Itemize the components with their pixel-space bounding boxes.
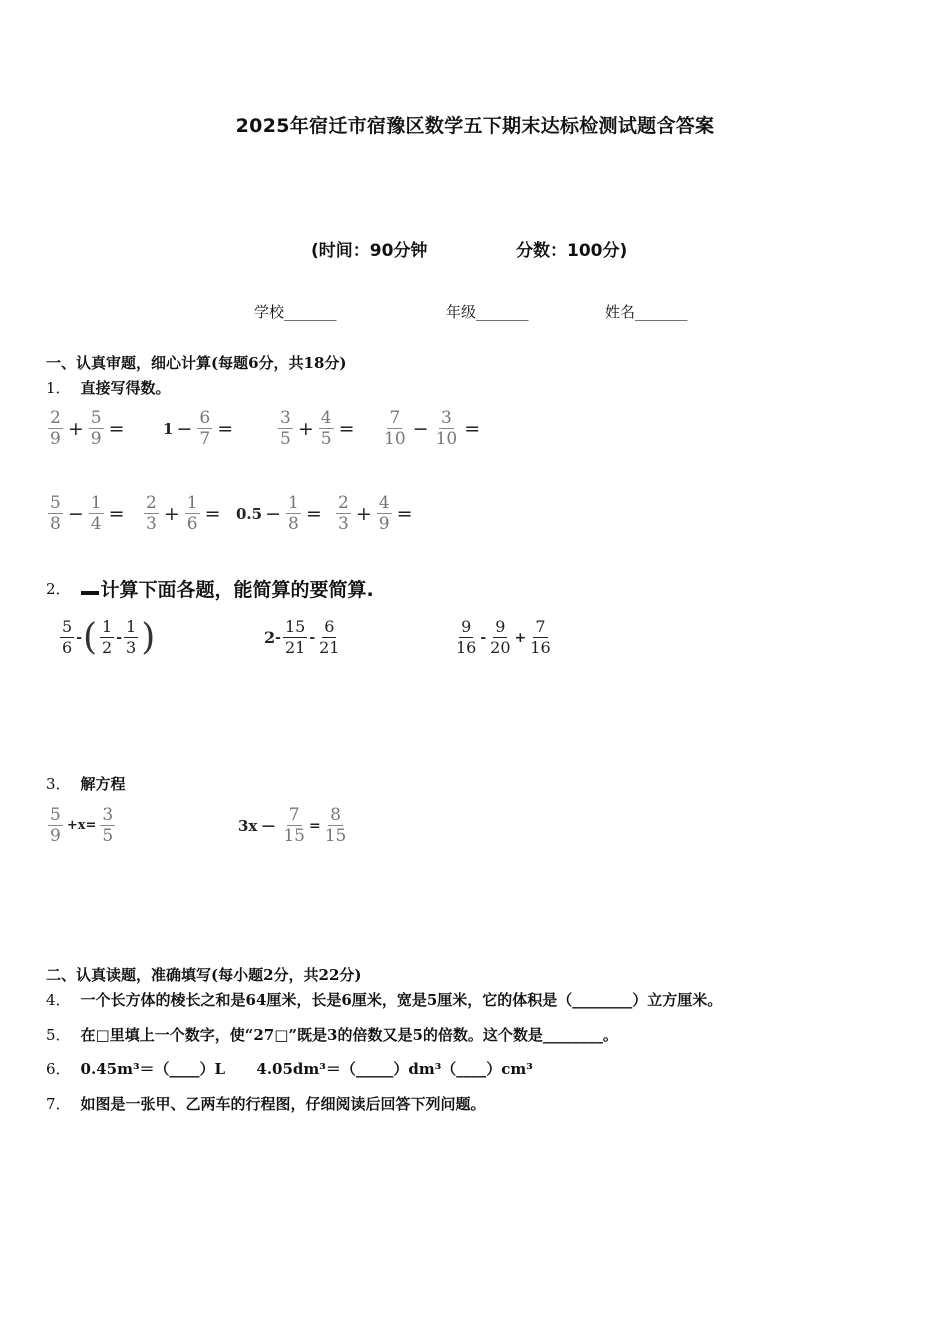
question-1 [46, 377, 171, 398]
fraction: $\frac{7}{16}$ [530, 617, 551, 657]
fraction: $\frac{4}{9}$ [378, 493, 390, 534]
question-2 [46, 575, 374, 602]
q1-expression: $\frac{3}{5}$ + $\frac{4}{5}$ = [280, 408, 355, 449]
fraction: $\frac{1}{2}$ [102, 617, 113, 657]
school-field: 学校_______ [254, 303, 337, 321]
section-2-heading: 二、认真读题，准确填写(每小题2分，共22分) [46, 966, 362, 984]
fraction: $\frac{5}{8}$ [50, 493, 61, 534]
total-score: 分数：100分) [516, 241, 628, 261]
fraction: $\frac{2}{3}$ [146, 493, 157, 534]
question-number: 2． [46, 580, 71, 598]
left-parenthesis: ( [83, 616, 98, 658]
section-1-heading: 一、认真审题，细心计算(每题6分，共18分) [46, 354, 347, 372]
document-title: 2025年宿迁市宿豫区数学五下期末达标检测试题含答案 [235, 115, 715, 137]
question-text: 计算下面各题，能简算的要简算. [100, 579, 374, 601]
question-number: 1． [46, 379, 71, 397]
fraction: $\frac{6}{7}$ [199, 408, 211, 449]
input-marker-icon [81, 583, 99, 595]
question-number: 5． [46, 1026, 71, 1044]
question-number: 4． [46, 991, 71, 1009]
q1-expression: $\frac{2}{9}$ + $\frac{5}{9}$ = [50, 408, 125, 449]
fraction: $\frac{8}{15}$ [324, 805, 347, 846]
q2-expression: $\frac{5}{6}$ - ( $\frac{1}{2}$ - $\frac{1}{3}$ ) [62, 616, 156, 658]
fraction: $\frac{1}{3}$ [126, 617, 137, 657]
q1-expression: $\frac{5}{8}$ − $\frac{1}{4}$ = [50, 493, 125, 534]
name-field: 姓名_______ [605, 303, 688, 321]
q2-expression: $\frac{9}{16}$ - $\frac{9}{20}$ + $\frac{7}{16}$ [456, 617, 551, 657]
fraction: $\frac{2}{3}$ [338, 493, 349, 534]
fraction: $\frac{9}{16}$ [456, 617, 477, 657]
fraction: $\frac{3}{5}$ [280, 408, 291, 449]
q1-expression: $\frac{2}{3}$ + $\frac{4}{9}$ = [338, 493, 413, 534]
fraction: $\frac{1}{4}$ [90, 493, 102, 534]
question-4 [46, 989, 722, 1010]
fraction: $\frac{4}{5}$ [320, 408, 332, 449]
fraction: $\frac{5}{6}$ [62, 617, 73, 657]
q1-expression: $\frac{2}{3}$ + $\frac{1}{6}$ = [146, 493, 221, 534]
fraction: $\frac{3}{5}$ [102, 805, 114, 846]
q1-expression: 1 − $\frac{6}{7}$ = [163, 408, 234, 449]
question-7 [46, 1093, 486, 1114]
question-text: 解方程 [80, 775, 126, 793]
question-3 [46, 773, 126, 794]
fraction: $\frac{7}{10}$ [384, 408, 406, 449]
question-text: 一个长方体的棱长之和是64厘米，长是6厘米，宽是5厘米，它的体积是（________）立方厘米。 [80, 991, 723, 1009]
fraction: $\frac{3}{10}$ [435, 408, 458, 449]
time-limit: (时间：90分钟 [311, 241, 428, 261]
grade-field: 年级_______ [446, 303, 529, 321]
question-number: 6． [46, 1060, 71, 1078]
q1-expression: 0.5 − $\frac{1}{8}$ = [236, 493, 322, 534]
fraction: $\frac{9}{20}$ [490, 617, 511, 657]
q3-equation: $\frac{5}{9}$ +x= $\frac{3}{5}$ [50, 805, 114, 846]
question-number: 3． [46, 775, 71, 793]
q1-expression: $\frac{7}{10}$ − $\frac{3}{10}$ = [384, 408, 481, 449]
fraction: $\frac{15}{21}$ [284, 617, 306, 657]
fraction: $\frac{1}{6}$ [186, 493, 198, 534]
question-text: 如图是一张甲、乙两车的行程图，仔细阅读后回答下列问题。 [80, 1095, 486, 1113]
question-5 [46, 1024, 618, 1045]
right-parenthesis: ) [141, 616, 156, 658]
fraction: $\frac{2}{9}$ [50, 408, 61, 449]
fraction: $\frac{7}{15}$ [283, 805, 305, 846]
q3-equation: 3x − $\frac{7}{15}$ = $\frac{8}{15}$ [238, 805, 347, 846]
fraction: $\frac{5}{9}$ [50, 805, 61, 846]
question-number: 7． [46, 1095, 71, 1113]
fraction: $\frac{1}{8}$ [288, 493, 299, 534]
question-text: 在□里填上一个数字，使“27□”既是3的倍数又是5的倍数。这个数是________。 [80, 1026, 618, 1044]
question-text: 直接写得数。 [80, 379, 171, 397]
fraction: $\frac{5}{9}$ [90, 408, 102, 449]
fraction: $\frac{6}{21}$ [319, 617, 340, 657]
question-6 [46, 1058, 533, 1079]
q2-expression: 2 - $\frac{15}{21}$ - $\frac{6}{21}$ [264, 617, 340, 657]
question-text: 0.45m³＝（____）L 4.05dm³＝（_____）dm³（____）cm³ [80, 1060, 533, 1078]
